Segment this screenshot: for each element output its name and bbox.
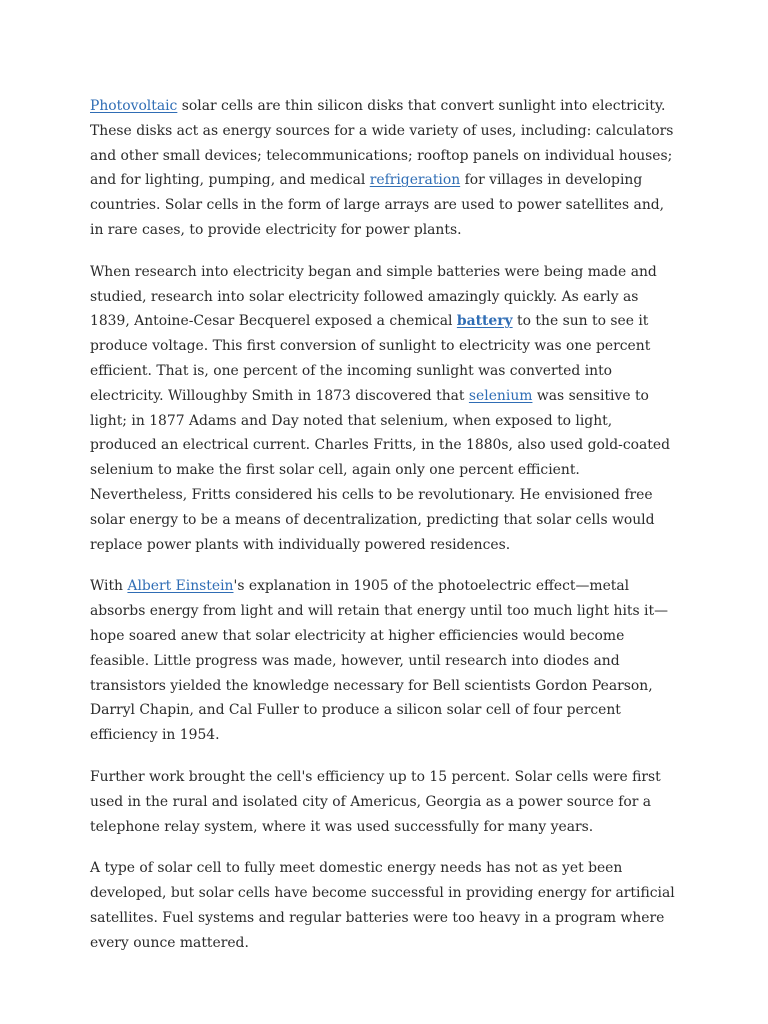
article-body xyxy=(90,94,680,973)
paragraph-1-text-a: solar cells are thin silicon disks that convert sunlight into electricity. These disks act as energy sources for a wide variety of uses, including: calculators and other small devices; telecommunications; rooftop panels on individual houses; and for lighting, pumping, and medical xyxy=(90,98,674,189)
paragraph-1 xyxy=(90,94,680,243)
paragraph-5: A type of solar cell to fully meet domestic energy needs has not as yet been developed, but solar cells have become successful in providing energy for artificial satellites. Fuel systems and regular batteries were too heavy in a program where every ounce mattered. xyxy=(90,860,675,951)
link-albert-einstein[interactable]: Albert Einstein xyxy=(127,578,234,595)
paragraph-3-text-a: With xyxy=(90,578,128,595)
paragraph-2-text-c: was sensitive to light; in 1877 Adams and Day noted that selenium, when exposed to light, produced an electrical current. Charles Fritts, in the 1880s, also used gold-coated selenium to make the first solar cell, again only one percent efficient. Nevertheless, Fritts considered his cells to be revolutionary. He envisioned free solar energy to be a means of decentralization, predicting that solar cells would replace power plants with individually powered residences. xyxy=(90,387,670,553)
link-refrigeration[interactable]: refrigeration xyxy=(369,172,461,189)
paragraph-4: Further work brought the cell's efficiency up to 15 percent. Solar cells were first used in the rural and isolated city of Americus, Georgia as a power source for a telephone relay system, where it was used successfully for many years. xyxy=(90,768,661,835)
paragraph-3-text-b: 's explanation in 1905 of the photoelectric effect—metal absorbs energy from light and will retain that energy until too much light hits it—hope soared anew that solar electricity at higher efficiencies would become feasible. Little progress was made, however, until research into diodes and transistors yielded the knowledge necessary for Bell scientists Gordon Pearson, Darryl Chapin, and Cal Fuller to produce a silicon solar cell of four percent efficiency in 1954. xyxy=(90,578,668,744)
paragraph-2-text-a: When research into electricity began and simple batteries were being made and studied, research into solar electricity followed amazingly quickly. As early as 1839, Antoine-Cesar Becquerel exposed a chemical xyxy=(90,263,657,330)
link-photovoltaic[interactable]: Photovoltaic xyxy=(90,98,178,114)
paragraph-2-text-b: to the sun to see it produce voltage. This first conversion of sunlight to electricity was one percent efficient. That is, one percent of the incoming sunlight was converted into electricity. Willoughby Smith in 1873 discovered that xyxy=(90,313,651,404)
link-battery[interactable]: battery xyxy=(456,313,513,330)
link-selenium[interactable]: selenium xyxy=(468,387,533,404)
paragraph-1-text-b: for villages in developing countries. Solar cells in the form of large arrays are used to power satellites and, in rare cases, to provide electricity for power plants. xyxy=(90,172,665,238)
paragraph-3 xyxy=(90,574,680,748)
paragraph-2 xyxy=(90,260,680,558)
